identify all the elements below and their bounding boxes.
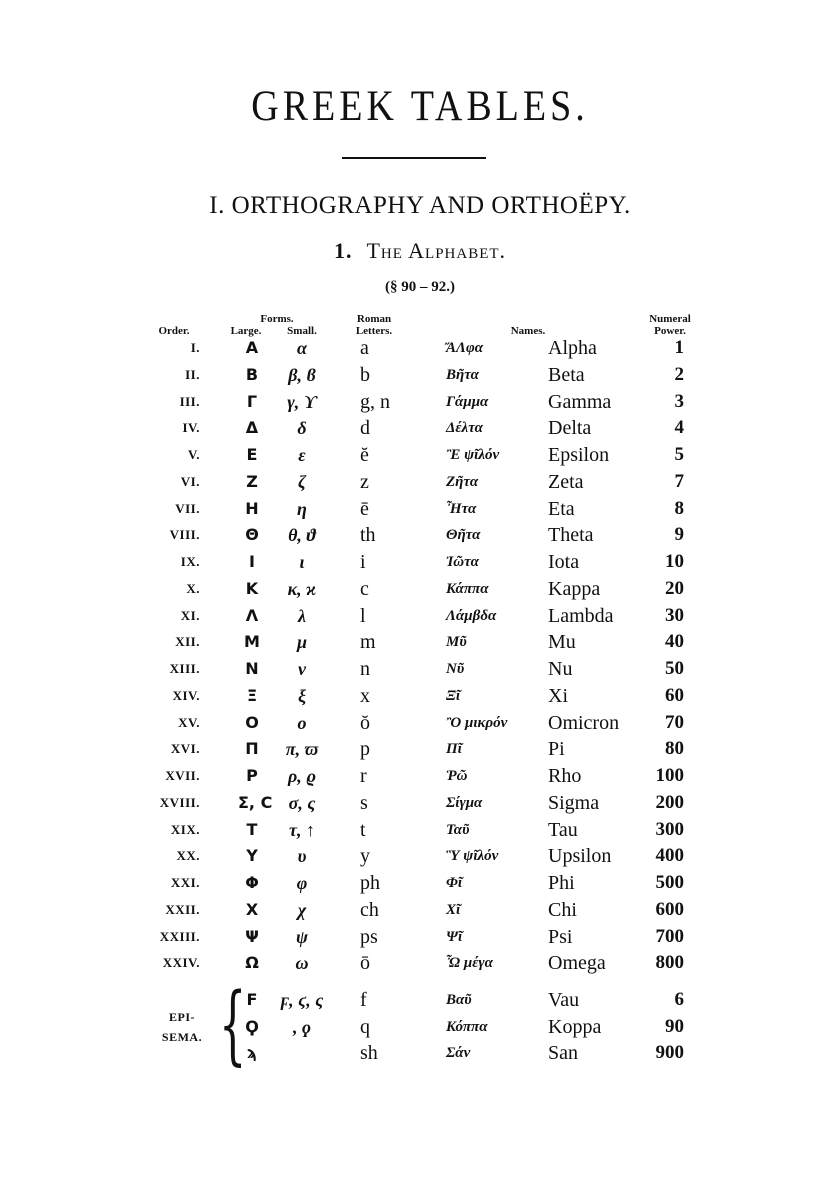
table-row — [0, 897, 840, 923]
table-row — [0, 549, 840, 575]
order-cell: XI. — [180, 607, 200, 623]
roman-letter-cell: x — [360, 684, 370, 707]
numeral-cell: 70 — [665, 711, 684, 733]
small-form-cell: γ, ϒ — [287, 391, 317, 412]
large-form-cell: N — [245, 659, 259, 678]
numeral-cell: 2 — [674, 363, 684, 385]
table-row — [0, 1014, 840, 1040]
numeral-cell: 600 — [655, 898, 684, 920]
english-name-cell: Tau — [548, 818, 578, 841]
greek-name-cell: Μῦ — [446, 634, 467, 651]
table-row — [0, 924, 840, 950]
greek-name-cell: Φῖ — [446, 875, 463, 891]
table-row — [0, 362, 840, 388]
english-name-cell: Psi — [548, 925, 573, 948]
order-cell: XV. — [178, 714, 200, 730]
header-names: Names. — [510, 325, 546, 337]
large-form-cell: Ϙ — [245, 1016, 259, 1036]
roman-letter-cell: b — [360, 363, 370, 386]
english-name-cell: Sigma — [548, 791, 600, 814]
small-form-cell: υ — [297, 846, 307, 867]
small-form-cell: κ, ϰ — [287, 578, 317, 599]
numeral-cell: 7 — [674, 470, 684, 492]
large-form-cell: B — [245, 364, 259, 384]
large-form-cell: Ξ — [246, 685, 258, 705]
numeral-cell: 700 — [655, 925, 684, 947]
table-row — [0, 442, 840, 468]
table-row — [0, 736, 840, 762]
roman-letter-cell: d — [360, 417, 370, 440]
table-row — [0, 763, 840, 789]
large-form-cell: Y — [246, 846, 258, 866]
large-form-cell: T — [246, 819, 258, 839]
order-cell: II. — [185, 366, 200, 382]
numeral-cell: 90 — [665, 1015, 684, 1037]
roman-letter-cell: q — [360, 1015, 370, 1038]
large-form-cell: E — [246, 445, 258, 464]
table-row — [0, 496, 840, 522]
english-name-cell: Omega — [548, 952, 606, 975]
small-form-cell: μ — [296, 632, 307, 653]
roman-letter-cell: ps — [360, 925, 378, 948]
greek-name-cell: Ὂ μικρόν — [446, 714, 508, 731]
table-row — [0, 415, 840, 441]
greek-name-cell: Δέλτα — [446, 420, 483, 437]
greek-name-cell: Ζῆτα — [446, 473, 479, 490]
small-form-cell: ν — [298, 659, 306, 679]
greek-name-cell: Ταῦ — [446, 821, 470, 838]
english-name-cell: Eta — [548, 497, 575, 520]
table-row — [0, 987, 840, 1013]
large-form-cell: Λ — [245, 605, 259, 625]
large-form-cell: O — [245, 712, 259, 732]
numeral-cell: 9 — [674, 524, 684, 546]
section-heading: I. ORTHOGRAPHY AND ORTHOËPY. — [209, 192, 631, 219]
greek-name-cell: Κάππα — [446, 580, 489, 597]
roman-letter-cell: i — [360, 551, 366, 573]
order-cell: XXIII. — [159, 928, 200, 944]
english-name-cell: Iota — [548, 551, 580, 573]
greek-name-cell: Βαῦ — [446, 992, 472, 1008]
english-name-cell: Rho — [548, 765, 582, 787]
english-name-cell: Xi — [548, 684, 568, 707]
english-name-cell: Theta — [548, 524, 594, 547]
large-form-cell: F — [246, 990, 258, 1009]
large-form-cell: Φ — [245, 873, 259, 892]
numeral-cell: 500 — [655, 872, 684, 893]
table-row — [0, 576, 840, 602]
roman-letter-cell: ŏ — [360, 711, 370, 734]
numeral-cell: 100 — [655, 765, 684, 786]
large-form-cell: H — [245, 498, 259, 518]
english-name-cell: Nu — [548, 658, 573, 680]
numeral-cell: 60 — [665, 684, 684, 706]
english-name-cell: Delta — [548, 417, 592, 440]
roman-letter-cell: p — [360, 738, 370, 761]
roman-letter-cell: m — [360, 631, 376, 654]
large-form-cell: P — [246, 766, 258, 785]
small-form-cell: χ — [297, 899, 307, 920]
episema-label-1: EPI- — [169, 1010, 195, 1024]
numeral-cell: 800 — [655, 952, 684, 974]
small-form-cell: ι — [299, 552, 305, 572]
small-form-cell: τ, ↑ — [289, 819, 315, 840]
numeral-cell: 10 — [665, 551, 684, 572]
greek-name-cell: Ἦτα — [446, 500, 477, 517]
greek-name-cell: Θῆτα — [446, 527, 481, 544]
greek-name-cell: Βῆτα — [446, 366, 479, 383]
small-form-cell: ω — [295, 953, 309, 974]
english-name-cell: Epsilon — [548, 444, 610, 466]
large-form-cell: K — [245, 578, 259, 598]
roman-letter-cell: z — [360, 470, 369, 493]
table-row — [0, 389, 840, 415]
greek-name-cell: Ὦ μέγα — [446, 955, 493, 972]
large-form-cell: Π — [245, 739, 259, 759]
table-row — [0, 656, 840, 682]
numeral-cell: 8 — [674, 497, 684, 519]
order-cell: X. — [186, 580, 200, 596]
title-rule — [342, 157, 486, 159]
small-form-cell: η — [297, 498, 307, 519]
numeral-cell: 50 — [665, 658, 684, 679]
header-numeral-1: Numeral — [649, 313, 691, 325]
order-cell: VII. — [175, 500, 200, 516]
large-form-cell: Z — [246, 471, 258, 491]
roman-letter-cell: y — [360, 845, 370, 868]
numeral-cell: 20 — [665, 577, 684, 599]
large-form-cell: Θ — [245, 525, 259, 545]
section-reference: (§ 90 – 92.) — [385, 279, 455, 295]
header-small: Small. — [287, 325, 317, 337]
english-name-cell: Phi — [548, 872, 575, 894]
roman-letter-cell: ch — [360, 898, 379, 921]
table-row — [0, 817, 840, 843]
order-cell: IX. — [180, 554, 200, 569]
table-row — [0, 710, 840, 736]
numeral-cell: 200 — [655, 791, 684, 813]
roman-letter-cell: ph — [360, 872, 380, 894]
english-name-cell: Chi — [548, 898, 577, 921]
large-form-cell: Σ, C — [238, 792, 273, 812]
numeral-cell: 900 — [655, 1042, 684, 1063]
english-name-cell: Zeta — [548, 470, 584, 493]
table-row — [0, 950, 840, 976]
small-form-cell: ο — [297, 712, 307, 733]
greek-name-cell: ἌΛφα — [446, 340, 484, 356]
greek-name-cell: Ὓ ψῖλόν — [446, 848, 499, 865]
header-forms: Forms. — [260, 313, 294, 325]
small-form-cell: ζ — [298, 471, 306, 492]
greek-name-cell: Πῖ — [446, 741, 462, 758]
small-form-cell: σ, ς — [288, 792, 316, 813]
english-name-cell: Mu — [548, 631, 576, 654]
small-form-cell: ρ, ϱ — [287, 766, 317, 786]
roman-letter-cell: f — [360, 989, 367, 1011]
header-roman-1: Roman — [356, 313, 392, 325]
greek-name-cell: Σίγμα — [446, 794, 483, 811]
english-name-cell: Upsilon — [548, 845, 612, 868]
large-form-cell: Δ — [245, 418, 259, 438]
small-form-cell: δ — [297, 418, 307, 439]
roman-letter-cell: sh — [360, 1042, 378, 1064]
numeral-cell: 6 — [674, 989, 684, 1010]
large-form-cell: ϡ — [246, 1043, 258, 1062]
small-form-cell: ψ — [295, 926, 309, 947]
subsection-number: 1. — [333, 238, 353, 263]
large-form-cell: I — [249, 552, 255, 571]
greek-name-cell: Ἒ ψῖλόν — [446, 447, 500, 463]
small-form-cell: φ — [296, 873, 308, 893]
large-form-cell: A — [245, 338, 259, 357]
roman-letter-cell: th — [360, 524, 376, 547]
large-form-cell: Γ — [246, 391, 258, 411]
english-name-cell: Pi — [548, 738, 565, 761]
small-form-cell: π, ϖ — [285, 739, 319, 760]
numeral-cell: 80 — [665, 738, 684, 760]
order-cell: XXI. — [170, 875, 200, 890]
small-form-cell: θ, ϑ — [288, 525, 316, 546]
english-name-cell: Gamma — [548, 390, 612, 413]
english-name-cell: Lambda — [548, 604, 614, 627]
greek-name-cell: Ξῖ — [446, 687, 461, 704]
table-row — [0, 683, 840, 709]
roman-letter-cell: ē — [360, 497, 369, 520]
order-cell: XXII. — [165, 901, 200, 917]
table-row — [0, 629, 840, 655]
numeral-cell: 300 — [655, 818, 684, 840]
large-form-cell: Ψ — [245, 926, 259, 946]
order-cell: I. — [190, 340, 200, 355]
roman-letter-cell: ĕ — [360, 444, 369, 466]
large-form-cell: M — [244, 632, 260, 652]
roman-letter-cell: l — [360, 604, 366, 627]
english-name-cell: San — [548, 1042, 578, 1064]
order-cell: IV. — [182, 420, 200, 436]
order-cell: XIII. — [169, 661, 200, 676]
table-row — [0, 522, 840, 548]
order-cell: XII. — [175, 634, 200, 650]
subsection-title: The Alphabet. — [366, 238, 507, 263]
episema-label-2: SEMA. — [161, 1030, 203, 1044]
order-cell: XVI. — [170, 741, 200, 757]
order-cell: VI. — [180, 473, 200, 489]
subsection-heading — [0, 238, 840, 264]
header-numeral-2: Power. — [654, 325, 686, 337]
page-title: GREEK TABLES. — [251, 81, 589, 131]
roman-letter-cell: t — [360, 818, 366, 841]
greek-name-cell: Λάμβδα — [446, 607, 497, 624]
table-row — [0, 843, 840, 869]
greek-name-cell: Χῖ — [446, 901, 461, 918]
small-form-cell: β, ϐ — [288, 364, 316, 385]
order-cell: XVII. — [165, 768, 200, 783]
english-name-cell: Beta — [548, 363, 585, 386]
greek-name-cell: Σάν — [446, 1045, 471, 1061]
roman-letter-cell: n — [360, 658, 370, 680]
header-roman-2: Letters. — [355, 325, 393, 337]
order-cell: XIV. — [172, 687, 200, 703]
table-row — [0, 1040, 840, 1066]
order-cell: XX. — [176, 848, 200, 864]
numeral-cell: 5 — [674, 444, 684, 465]
numeral-cell: 4 — [674, 417, 684, 439]
greek-name-cell: Κόππα — [446, 1018, 488, 1035]
numeral-cell: 3 — [674, 390, 684, 412]
small-form-cell: ξ — [297, 685, 307, 706]
greek-name-cell: Γάμμα — [446, 393, 489, 410]
numeral-cell: 30 — [665, 604, 684, 626]
table-row — [0, 870, 840, 896]
small-form-cell: , ϙ — [293, 1016, 311, 1037]
english-name-cell: Alpha — [548, 337, 597, 359]
table-row — [0, 469, 840, 495]
roman-letter-cell: s — [360, 791, 368, 814]
table-row — [0, 790, 840, 816]
order-cell: XXIV. — [162, 955, 200, 971]
order-cell: XIX. — [170, 821, 200, 837]
greek-name-cell: Ῥῶ — [446, 768, 468, 784]
english-name-cell: Omicron — [548, 711, 620, 734]
english-name-cell: Koppa — [548, 1015, 602, 1038]
header-order: Order. — [158, 325, 190, 337]
roman-letter-cell: ō — [360, 952, 370, 975]
roman-letter-cell: r — [360, 765, 367, 787]
order-cell: V. — [188, 447, 200, 462]
order-cell: VIII. — [169, 527, 200, 543]
large-form-cell: X — [245, 899, 259, 919]
order-cell: XVIII. — [159, 794, 200, 810]
greek-name-cell: Ἰῶτα — [446, 554, 479, 570]
small-form-cell: λ — [298, 605, 306, 626]
small-form-cell: ε — [298, 445, 306, 465]
order-cell: III. — [179, 393, 200, 409]
numeral-cell: 400 — [655, 845, 684, 867]
english-name-cell: Kappa — [548, 577, 601, 600]
episema-brace: { — [219, 975, 247, 1075]
large-form-cell: Ω — [245, 953, 259, 973]
numeral-cell: 1 — [674, 337, 684, 358]
roman-letter-cell: a — [360, 337, 369, 359]
greek-name-cell: Νῦ — [446, 661, 465, 677]
table-row — [0, 603, 840, 629]
small-form-cell: ϝ, ϛ, ς — [280, 990, 324, 1010]
greek-name-cell: Ψῖ — [446, 928, 463, 945]
table-row — [0, 335, 840, 361]
roman-letter-cell: c — [360, 577, 369, 600]
small-form-cell: α — [297, 338, 307, 358]
english-name-cell: Vau — [548, 989, 580, 1011]
numeral-cell: 40 — [665, 631, 684, 653]
roman-letter-cell: g, n — [360, 390, 390, 413]
header-large: Large. — [230, 325, 262, 337]
